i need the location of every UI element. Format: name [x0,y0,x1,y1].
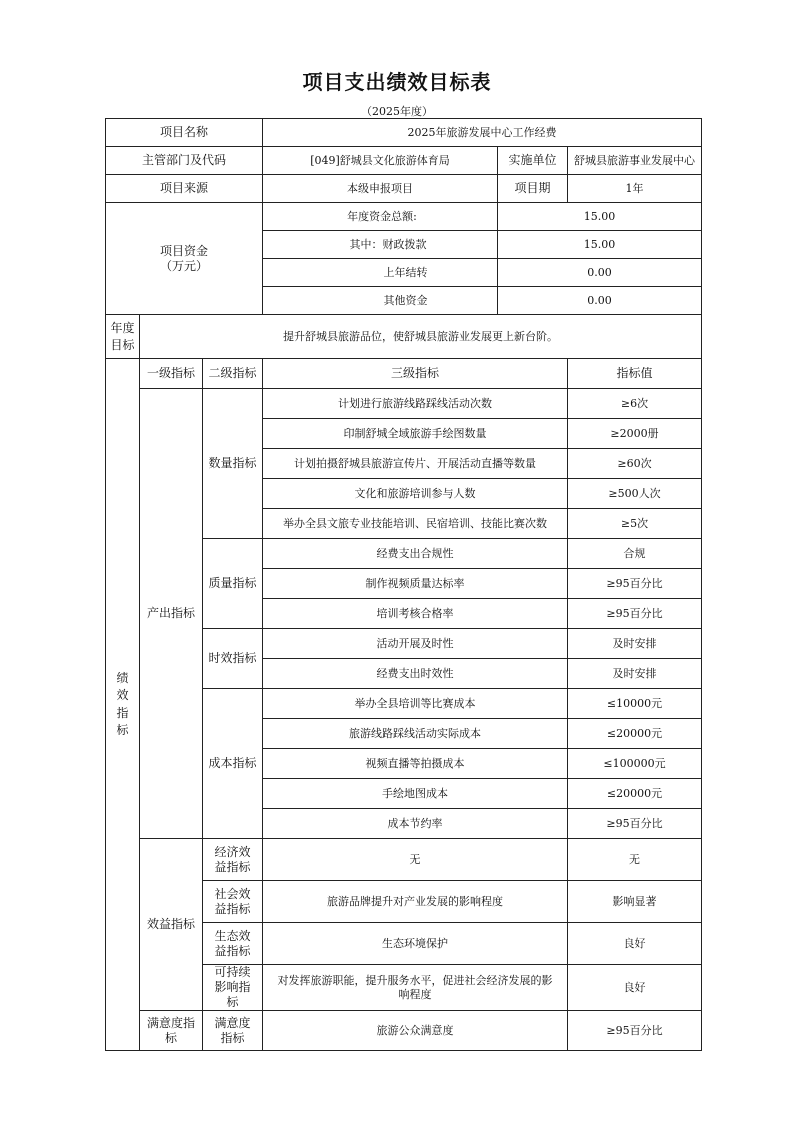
indicator-value: ≥6次 [568,389,702,419]
indicator-value: ≥500人次 [568,479,702,509]
indicator-name: 活动开展及时性 [263,629,568,659]
indicator-value: ≤20000元 [568,779,702,809]
indicator-name: 视频直播等拍摄成本 [263,749,568,779]
perf-indicator-text: 绩效指标 [116,670,129,737]
performance-target-table [105,118,702,1051]
benefit-level2-label: 社会效益指标 [203,881,263,923]
quality-indicator-label: 质量指标 [203,539,263,629]
project-name-row [106,119,702,147]
indicator-value: ≤20000元 [568,719,702,749]
timeliness-indicator-label: 时效指标 [203,629,263,689]
indicator-value: 无 [568,839,702,881]
implementing-unit-value: 舒城县旅游事业发展中心 [568,147,702,175]
perf-indicator-label [106,359,140,1051]
benefit-level2-label: 经济效益指标 [203,839,263,881]
indicator-value: ≤10000元 [568,689,702,719]
benefit-indicator-label: 效益指标 [140,839,203,1011]
indicator-value: 合规 [568,539,702,569]
indicator-row [106,1011,702,1051]
indicator-name: 举办全县文旅专业技能培训、民宿培训、技能比赛次数 [263,509,568,539]
benefit-level2-label: 可持续影响指标 [203,965,263,1011]
perf-header-row [106,359,702,389]
funds-row [106,203,702,231]
funds-label: 项目资金 （万元） [106,203,263,315]
department-row [106,147,702,175]
indicator-name: 生态环境保护 [263,923,568,965]
source-label: 项目来源 [106,175,263,203]
funds-item-value: 0.00 [498,287,702,315]
page-title: 项目支出绩效目标表 [302,70,492,94]
indicator-value: ≥2000册 [568,419,702,449]
indicator-value: 良好 [568,923,702,965]
indicator-name: 培训考核合格率 [263,599,568,629]
indicator-row [106,839,702,881]
indicator-name: 印制舒城全域旅游手绘图数量 [263,419,568,449]
indicator-name: 计划拍摄舒城县旅游宣传片、开展活动直播等数量 [263,449,568,479]
indicator-name: 旅游品牌提升对产业发展的影响程度 [263,881,568,923]
annual-goal-label: 年度目标 [106,315,140,359]
indicator-name: 无 [263,839,568,881]
period-value: 1年 [568,175,702,203]
indicator-value: ≥95百分比 [568,569,702,599]
indicator-value: 及时安排 [568,629,702,659]
benefit-level2-label: 生态效益指标 [203,923,263,965]
project-name-label: 项目名称 [106,119,263,147]
implementing-unit-label: 实施单位 [498,147,568,175]
indicator-value: 及时安排 [568,659,702,689]
department-value: [049]舒城县文化旅游体育局 [263,147,498,175]
perf-header-value: 指标值 [568,359,702,389]
funds-item-value: 0.00 [498,259,702,287]
indicator-name: 经费支出合规性 [263,539,568,569]
perf-header-level3: 三级指标 [263,359,568,389]
indicator-name: 举办全县培训等比赛成本 [263,689,568,719]
perf-header-level2: 二级指标 [203,359,263,389]
department-label: 主管部门及代码 [106,147,263,175]
indicator-name: 旅游公众满意度 [263,1011,568,1051]
indicator-value: 良好 [568,965,702,1011]
annual-goal-text: 提升舒城县旅游品位，使舒城县旅游业发展更上新台阶。 [140,315,702,359]
indicator-name: 对发挥旅游职能，提升服务水平，促进社会经济发展的影响程度 [263,965,568,1011]
indicator-name: 文化和旅游培训参与人数 [263,479,568,509]
indicator-value: ≤100000元 [568,749,702,779]
indicator-value: ≥5次 [568,509,702,539]
indicator-value: ≥95百分比 [568,809,702,839]
indicator-value: ≥60次 [568,449,702,479]
source-value: 本级申报项目 [263,175,498,203]
funds-item-label: 年度资金总额: [263,203,498,231]
fiscal-year: （2025年度） [361,105,433,118]
indicator-value: ≥95百分比 [568,1011,702,1051]
indicator-name: 旅游线路踩线活动实际成本 [263,719,568,749]
indicator-row [106,389,702,419]
funds-item-value: 15.00 [498,231,702,259]
annual-goal-row [106,315,702,359]
output-indicator-label: 产出指标 [140,389,203,839]
perf-header-level1: 一级指标 [140,359,203,389]
indicator-name: 经费支出时效性 [263,659,568,689]
quantity-indicator-label: 数量指标 [203,389,263,539]
satisfaction-indicator-label: 满意度指标 [140,1011,203,1051]
indicator-name: 计划进行旅游线路踩线活动次数 [263,389,568,419]
indicator-value: 影响显著 [568,881,702,923]
source-row [106,175,702,203]
funds-item-value: 15.00 [498,203,702,231]
funds-item-label: 其中：财政拨款 [263,231,498,259]
indicator-name: 手绘地图成本 [263,779,568,809]
satisfaction-level2-label: 满意度指标 [203,1011,263,1051]
indicator-value: ≥95百分比 [568,599,702,629]
indicator-name: 制作视频质量达标率 [263,569,568,599]
project-name-value: 2025年旅游发展中心工作经费 [263,119,702,147]
cost-indicator-label: 成本指标 [203,689,263,839]
period-label: 项目期 [498,175,568,203]
funds-item-label: 上年结转 [263,259,498,287]
indicator-name: 成本节约率 [263,809,568,839]
funds-item-label: 其他资金 [263,287,498,315]
